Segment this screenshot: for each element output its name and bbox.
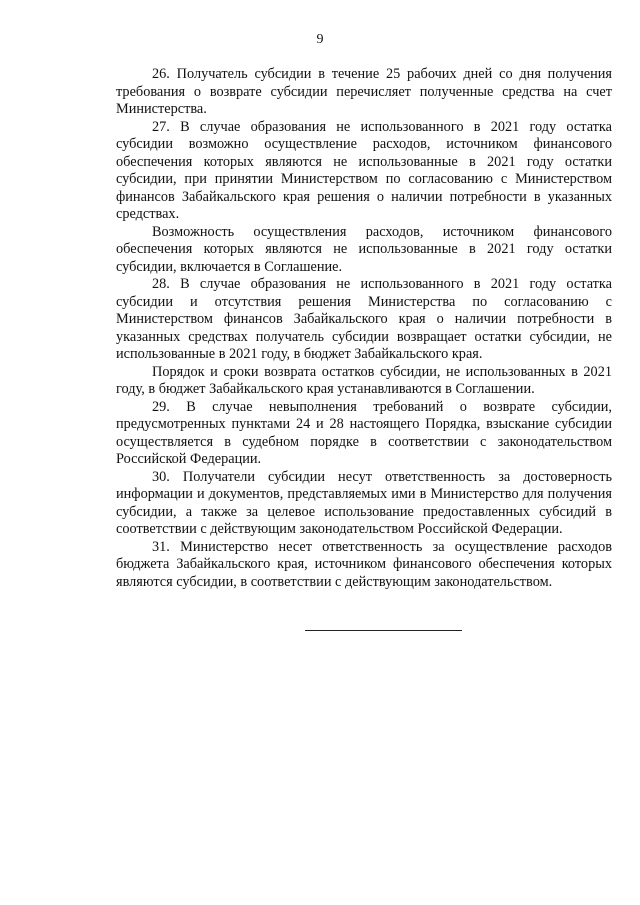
paragraph-26: 26. Получатель субсидии в течение 25 рабочих дней со дня получения требования о возврате субсидии перечисляет полученные средства на счет Министерства. — [116, 66, 612, 117]
paragraph-27-continuation: Возможность осуществления расходов, источником финансового обеспечения которых являются не использованные в 2021 году остатки субсидии, включается в Соглашение. — [116, 223, 612, 275]
paragraph-28: 28. В случае образования не использованного в 2021 году остатка субсидии и отсутствия решения Министерства по согласованию с Министерством финансов Забайкальского края о наличии потребности в указанных средствах получатель субсидии возвращает остатки субсидии, не использованные в 2021 году, в бюджет Забайкальского края. — [116, 276, 612, 362]
paragraph-29: 29. В случае невыполнения требований о возврате субсидии, предусмотренных пунктами 24 и 28 настоящего Порядка, взыскание субсидии осуществляется в судебном порядке в соответствии с законодательством Российской Федерации. — [116, 398, 612, 467]
paragraph-31: 31. Министерство несет ответственность за осуществление расходов бюджета Забайкальского края, источником финансового обеспечения которых являются субсидии, в соответствии с действующим законодательством. — [116, 538, 612, 590]
paragraph-27: 27. В случае образования не использованного в 2021 году остатка субсидии возможно осуществление расходов, источником финансового обеспечения которых являются не использованные в 2021 году остатки субсидии, при принятии Министерством по согласованию с Министерством финансов Забайкальского края решения о наличии потребности в указанных средствах. — [116, 118, 612, 222]
document-body — [116, 66, 612, 591]
paragraph-28-continuation: Порядок и сроки возврата остатков субсидии, не использованных в 2021 году, в бюджет Забайкальского края устанавливаются в Соглашении. — [116, 363, 612, 397]
end-divider — [305, 630, 462, 631]
page-number: 9 — [316, 32, 324, 47]
paragraph-30: 30. Получатели субсидии несут ответственность за достоверность информации и документов, представляемых ими в Министерство для получения субсидии, а также за целевое использование предоставленных субсидий в соответствии с действующим законодательством Российской Федерации. — [116, 468, 612, 537]
